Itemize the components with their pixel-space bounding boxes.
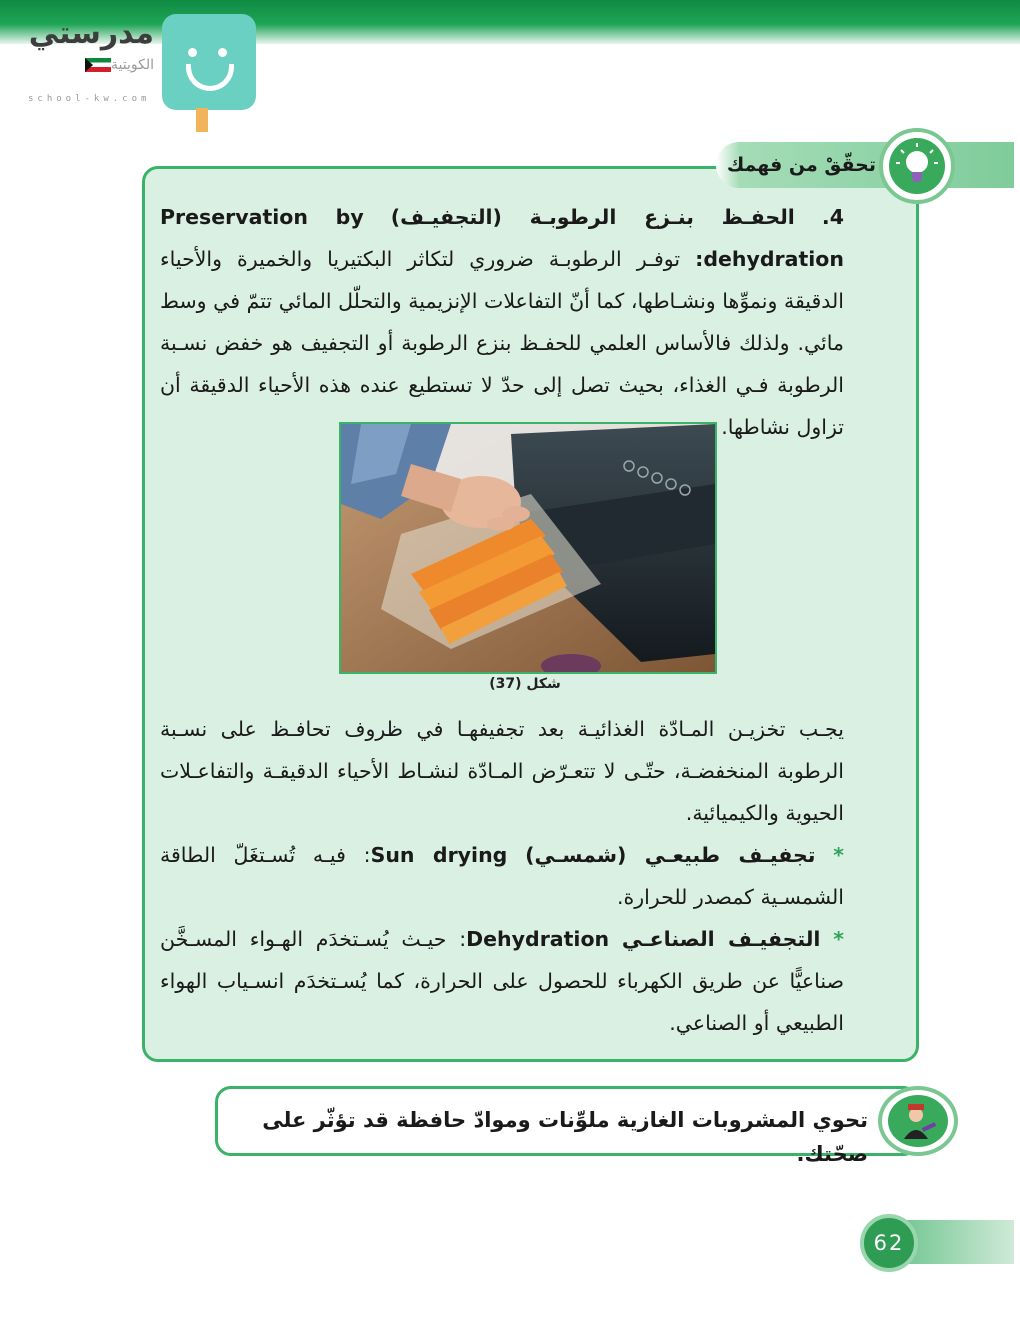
bullet-marker: * — [833, 927, 844, 951]
health-advisor-icon — [878, 1086, 958, 1156]
storage-paragraph: يجـب تخزيـن المـادّة الغذائيـة بعد تجفيفهـا في ظروف تحافـظ على نسـبة الرطوبة المنخفضـة، حتّـى لا تتعـرّض المـادّة لنشـاط الأحياء الدقيقـة والتفاعـلات الحيوية والكيميائية. — [160, 717, 844, 825]
bullet-body: فيـه تُسـتغَلّ الطاقة الشمسـية كمصدر للحرارة. — [160, 843, 844, 909]
figure-caption: شكل (37) — [489, 676, 561, 692]
brand-subtitle — [24, 56, 154, 74]
bullet-industrial-drying: * التجفيـف الصناعـي Dehydration: حيـث يُسـتخدَم الهـواء المسـخَّن صناعيًّا عن طريق الكهرباء للحصول على الحرارة، كما يُسـتخدَم انسـياب الهواء الطبيعي أو الصناعي. — [160, 927, 844, 1035]
lightbulb-icon — [879, 128, 955, 204]
kuwait-flag-icon — [85, 58, 111, 72]
brand-logo-text — [24, 16, 154, 74]
heading-arabic: الحفـظ بنـزع الرطوبـة (التجفيـف) — [390, 205, 795, 229]
bullet-title-english: Sun drying — [370, 843, 508, 867]
section-title: تحقّقْ من فهمك — [726, 154, 876, 176]
brand-url: school-kw.com — [28, 94, 151, 104]
bullet-title-english: Dehydration — [466, 927, 610, 951]
logo-eye-icon — [188, 48, 197, 57]
bullet-title-arabic: التجفيـف الصناعـي — [621, 927, 821, 951]
bullet-marker: * — [833, 843, 844, 867]
vacuum-sealer-photo — [341, 424, 715, 672]
intro-body: توفـر الرطوبـة ضروري لتكاثر البكتيريا والخميرة والأحياء الدقيقة ونموِّها ونشـاطها، كما أنّ التفاعلات الإنزيمية والتحلّل المائي تتمّ في وسط مائي. ولذلك فالأساس العلمي للحفـظ بنزع الرطوبة أو التجفيف هو خفض نسـبة الرطوبة فـي الغذاء، بحيث تصل إلى حدّ لا تستطيع عنده هذه الأحياء الدقيقة أن تزاول نشاطها. — [160, 247, 844, 439]
tip-text: تحوي المشروبات الغازية ملوِّنات وموادّ حافظة قد تؤثّر على صحّتك. — [262, 1108, 868, 1166]
figure-photo — [339, 422, 717, 674]
bullet-sun-drying: * تجفيـف طبيعـي (شمسـي) Sun drying: فيـه تُسـتغَلّ الطاقة الشمسـية كمصدر للحرارة. — [160, 843, 844, 909]
bullet-title-arabic: تجفيـف طبيعـي (شمسـي) — [525, 843, 816, 867]
logo-stick — [196, 108, 208, 132]
logo-eye-icon — [218, 48, 227, 57]
item-number: 4. — [821, 205, 844, 229]
brand-subtitle-text: الكويتية — [111, 57, 154, 73]
bullet-body: حيـث يُسـتخدَم الهـواء المسـخَّن صناعيًّا عن طريق الكهرباء للحصول على الحرارة، كما يُسـتخدَم انسـياب الهواء الطبيعي أو الصناعي. — [160, 927, 844, 1035]
brand-title: مدرستي — [28, 16, 154, 51]
page-number: 62 — [860, 1214, 918, 1272]
logo-smile-icon — [186, 64, 234, 91]
intro-paragraph: 4. الحفـظ بنـزع الرطوبـة (التجفيـف) Preservation by dehydration: توفـر الرطوبـة ضروري لتكاثر البكتيريا والخميرة والأحياء الدقيقة ونموِّها ونشـاطها، كما أنّ التفاعلات الإنزيمية والتحلّل المائي تتمّ في وسط مائي. ولذلك فالأساس العلمي للحفـظ بنزع الرطوبة أو التجفيف هو خفض نسـبة الرطوبة فـي الغذاء، بحيث تصل إلى حدّ لا تستطيع عنده هذه الأحياء الدقيقة أن تزاول نشاطها. — [160, 205, 844, 439]
heading-english: Preservation by dehydration — [160, 205, 844, 271]
brand-logo-icon — [162, 14, 256, 110]
